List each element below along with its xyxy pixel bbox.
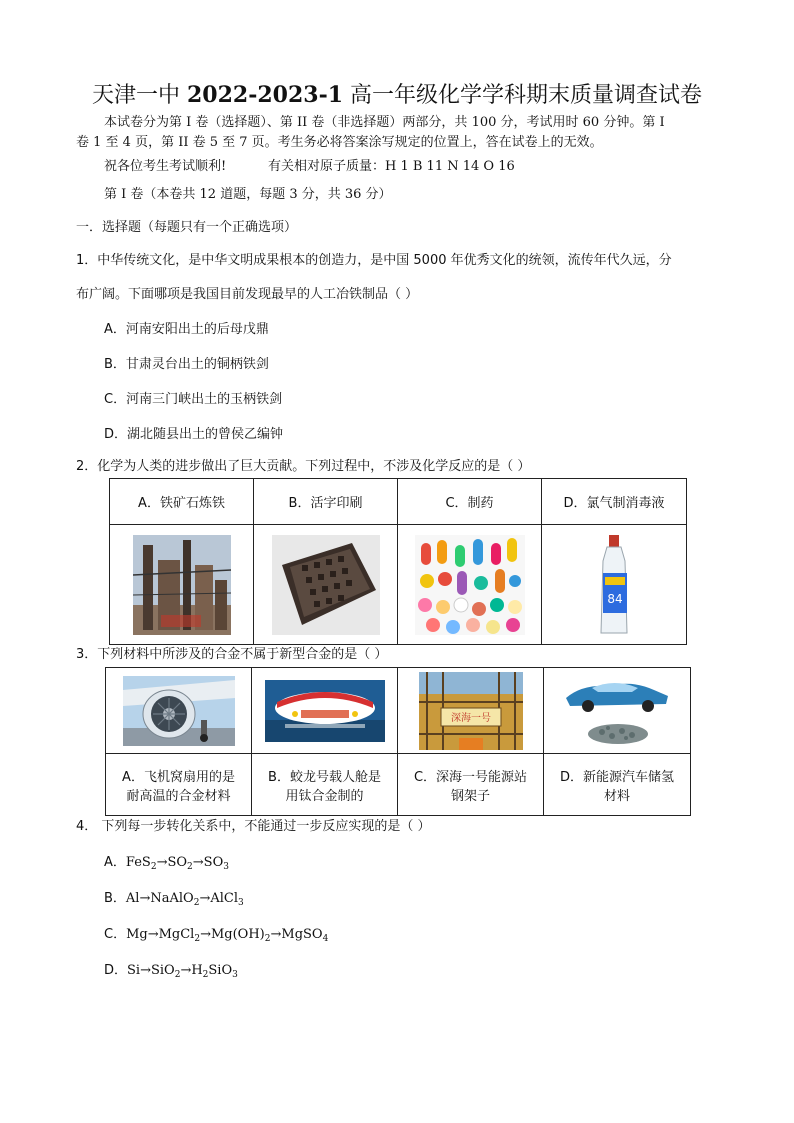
q3-caption-c-line-1: C．深海一号能源站 [413,769,528,785]
q3-caption-a-line-1: A．飞机窝扇用的是 [122,769,235,785]
q2-header-a: A．铁矿石炼铁 [110,479,254,525]
q3-caption-b-line-1: B．蛟龙号载人舱是 [268,769,381,785]
intro-line-2: 卷 1 至 4 页，第 II 卷 5 至 7 页。考生务必将答案涂写规定的位置上，答在试卷上的无效。 [76,135,603,150]
q1-option-c: C．河南三门峡出土的玉柄铁剑 [104,392,283,407]
q3-cell-d [544,668,691,754]
q2-header-c: C．制药 [398,479,542,525]
q3-caption-d [544,754,691,816]
q4-option-d: D．$Si\to SiO_2\to H_2SiO_3$ [104,963,238,980]
q3-cell-a [106,668,252,754]
energy-station-photo [419,672,523,750]
q3-caption-a [106,754,252,816]
station-sign: 深海一号 [450,712,491,724]
page-title [0,80,794,111]
q2-cell-b [254,525,398,645]
q1-option-b: B．甘肃灵台出土的铜柄铁剑 [104,357,269,372]
section-title: 一．选择题（每题只有一个正确选项） [76,220,298,235]
q3-caption-b [252,754,398,816]
q3-cell-b [252,668,398,754]
intro-wish: 祝各位考生考试顺利! [104,159,227,174]
q2-cell-c [398,525,542,645]
atomic-masses: 有关相对原子质量：H 1 B 11 N 14 O 16 [268,159,515,174]
q3-stem: 3．下列材料中所涉及的合金不属于新型合金的是（ ） [76,647,388,662]
q3-caption-c [398,754,544,816]
q3-caption-c-line-2: 钢架子 [450,788,490,804]
q3-caption-d-line-1: D．新能源汽车储氢 [559,769,674,785]
q3-caption-d-line-2: 材料 [603,788,630,804]
q1-option-a: A．河南安阳出土的后母戊鼎 [104,322,269,337]
blast-furnace-photo [133,535,231,635]
q4-option-a: A．$FeS_2\to SO_2\to SO_3$ [104,855,229,872]
q3-caption-b-line-2: 用钛合金制的 [285,788,364,804]
submersible-photo [265,680,385,742]
q2-stem: 2．化学为人类的进步做出了巨大贡献。下列过程中，不涉及化学反应的是（ ） [76,459,531,474]
movable-type-photo [272,535,380,635]
q2-cell-d [542,525,687,645]
q1-stem-line-1: 1．中华传统文化，是中华文明成果根本的创造力，是中国 5000 年优秀文化的统领，流传年代久远，分 [76,253,672,268]
title-exam: 高一年级化学学科期末质量调查试卷 [350,83,703,108]
q2-header-d: D．氯气制消毒液 [542,479,687,525]
q1-option-d: D．湖北随县出土的曾侯乙编钟 [104,427,284,442]
q3-cell-c [398,668,544,754]
disinfectant-bottle-photo [589,533,639,637]
pills-photo [415,535,525,635]
q2-cell-a [110,525,254,645]
bottle-label: 84 [607,591,623,606]
title-year: 2022-2023-1 [186,82,344,108]
q4-stem: 4． 下列每一步转化关系中，不能通过一步反应实现的是（ ） [76,819,431,834]
q4-option-c: C．$Mg\to MgCl_2\to Mg(OH)_2\to MgSO_4$ [104,927,329,944]
q3-table [105,667,691,816]
q4-option-b: B．Al→NaAlO$_2$→AlCl$_3$ [104,891,244,908]
jet-engine-photo [123,676,235,746]
part-one-heading: 第 I 卷（本卷共 12 道题，每题 3 分，共 36 分） [104,187,392,202]
title-school: 天津一中 [91,83,180,108]
intro-line-1: 本试卷分为第 I 卷（选择题）、第 II 卷（非选择题）两部分，共 100 分，考试用时 60 分钟。第 I [104,115,665,130]
q2-table [109,478,687,645]
q3-caption-a-line-2: 耐高温的合金材料 [126,788,231,804]
q1-stem-line-2: 布广阔。下面哪项是我国目前发现最早的人工冶铁制品（ ） [76,287,419,302]
car-and-alloy-photo [562,676,672,746]
q2-header-b: B．活字印刷 [254,479,398,525]
